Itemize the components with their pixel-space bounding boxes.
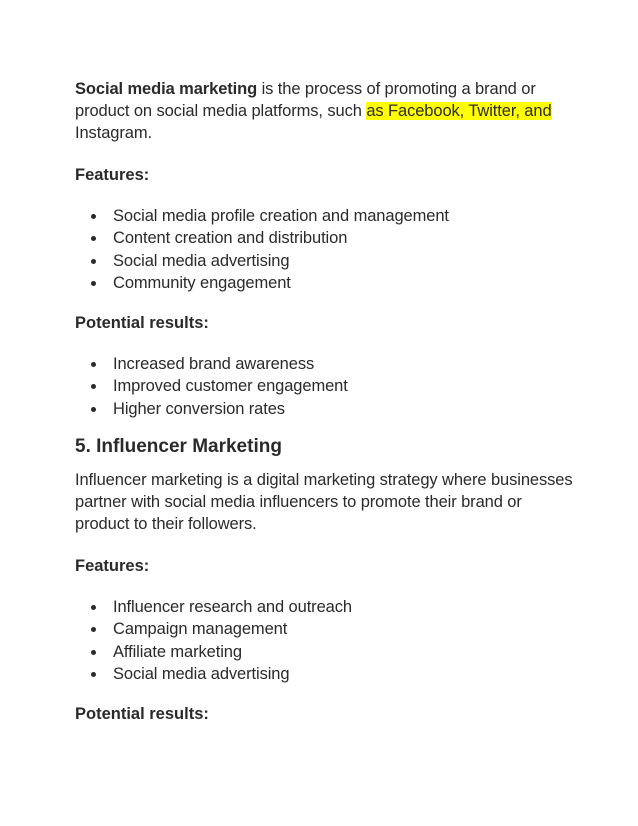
- list-item-text: Social media advertising: [113, 251, 290, 270]
- list-item-text: Social media profile creation and management: [113, 207, 449, 225]
- section-title: 5. Influencer Marketing: [75, 436, 282, 458]
- bullet-icon: [91, 362, 96, 367]
- intro-highlighted-text: as Facebook, Twitter, and: [366, 102, 552, 120]
- bullet-icon: [91, 407, 96, 412]
- document-page: [75, 75, 575, 725]
- features-heading: Features:: [75, 166, 150, 184]
- bullet-icon: [91, 281, 96, 286]
- list-item-text: Affiliate marketing: [113, 642, 242, 661]
- intro-text-b: Instagram.: [75, 124, 152, 142]
- list-item: [75, 618, 575, 640]
- list-item: [75, 353, 575, 375]
- bullet-icon: [91, 236, 96, 241]
- list-item-text: Campaign management: [113, 620, 288, 639]
- list-item: [75, 250, 575, 272]
- bullet-icon: [91, 605, 96, 610]
- list-item: [75, 663, 575, 685]
- bullet-icon: [91, 259, 96, 264]
- intro-text-a: is the process of promoting a brand or product on social media platforms, such: [75, 80, 536, 120]
- list-item: [75, 375, 575, 397]
- list-item-text: Improved customer engagement: [113, 377, 348, 396]
- influencer-features-list: [75, 596, 575, 685]
- list-item: [75, 205, 575, 227]
- list-item-text: Content creation and distribution: [113, 229, 348, 248]
- results-heading: Potential results:: [75, 314, 209, 333]
- results-list: [75, 353, 575, 420]
- intro-bold-term: Social media marketing: [75, 80, 258, 98]
- influencer-results-heading: Potential results:: [75, 705, 209, 724]
- list-item-text: Increased brand awareness: [113, 355, 315, 374]
- list-item-text: Higher conversion rates: [113, 399, 285, 418]
- bullet-icon: [91, 672, 96, 677]
- list-item: [75, 641, 575, 663]
- list-item-text: Influencer research and outreach: [113, 598, 352, 617]
- list-item: [75, 596, 575, 618]
- list-item: [75, 227, 575, 249]
- intro-paragraph: [75, 78, 575, 144]
- list-item: [75, 272, 575, 294]
- features-list: [75, 205, 575, 294]
- list-item-text: Community engagement: [113, 273, 291, 292]
- influencer-description: Influencer marketing is a digital marketing strategy where businesses partner with social media influencers to promote their brand or product to their followers.: [75, 471, 573, 534]
- bullet-icon: [91, 650, 96, 655]
- influencer-features-heading: Features:: [75, 557, 150, 576]
- list-item: [75, 398, 575, 420]
- bullet-icon: [91, 384, 96, 389]
- list-item-text: Social media advertising: [113, 664, 290, 683]
- bullet-icon: [91, 627, 96, 632]
- bullet-icon: [91, 214, 96, 219]
